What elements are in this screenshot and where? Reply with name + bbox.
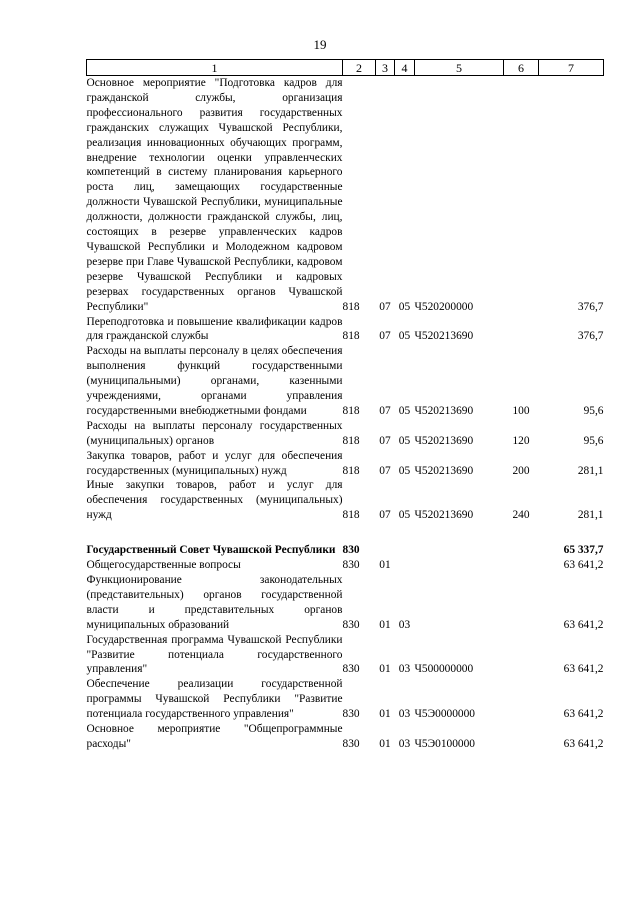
header-cell: 2 (343, 60, 376, 76)
subsection-cell: 05 (398, 464, 411, 477)
admin-code-cell: 818 (342, 404, 360, 417)
table-row (87, 722, 604, 752)
expense-type-cell (504, 722, 539, 752)
amount-cell: 63 641,2 (563, 708, 604, 721)
section-cell: 07 (379, 464, 391, 477)
admin-code-cell: 830 (342, 559, 360, 572)
expense-type-cell (504, 633, 539, 678)
row-name-cell: Основное мероприятие "Общепрограммные расходы" (86, 723, 343, 750)
table-row (87, 315, 604, 345)
subsection-cell: 05 (398, 434, 411, 447)
row-name-cell: Государственный Совет Чувашской Республики (86, 544, 336, 557)
subsection-cell: 03 (398, 618, 411, 631)
target-article-cell: Ч520213690 (414, 464, 474, 477)
section-cell: 01 (379, 559, 391, 572)
subsection-cell: 05 (398, 509, 411, 522)
row-name-cell: Государственная программа Чувашской Республики "Развитие потенциала государственного управления" (86, 633, 343, 676)
row-name-cell: Иные закупки товаров, работ и услуг для обеспечения государственных (муниципальных) нужд (86, 479, 343, 522)
subsection-cell: 05 (398, 300, 411, 313)
section-cell: 07 (379, 434, 391, 447)
target-article-cell: Ч520200000 (414, 300, 474, 313)
header-row (87, 60, 604, 76)
amount-cell: 63 641,2 (563, 618, 604, 631)
amount-cell: 63 641,2 (563, 663, 604, 676)
row-name-cell: Обеспечение реализации государственной программы Чувашской Республики "Развитие потенциала государственного управления" (86, 678, 343, 721)
section-cell: 01 (379, 737, 391, 750)
section-cell: 01 (379, 618, 391, 631)
header-cell: 3 (376, 60, 395, 76)
spacer-row (87, 523, 604, 543)
table-row (87, 677, 604, 722)
target-article-cell: Ч520213690 (414, 330, 474, 343)
amount-cell: 63 641,2 (563, 559, 604, 572)
row-name-cell: Переподготовка и повышение квалификации кадров для гражданской службы (86, 315, 343, 343)
amount-cell: 63 641,2 (563, 737, 604, 750)
amount-cell: 95,6 (583, 434, 604, 447)
header-cell: 4 (395, 60, 415, 76)
header-cell: 6 (504, 60, 539, 76)
amount-cell: 281,1 (577, 464, 604, 477)
target-article-cell: Ч5Э0100000 (414, 737, 475, 750)
row-name-cell: Расходы на выплаты персоналу государственных (муниципальных) органов (86, 419, 343, 447)
amount-cell: 65 337,7 (563, 544, 604, 557)
table-row (87, 449, 604, 479)
expense-type-cell (504, 76, 539, 315)
amount-cell: 376,7 (577, 330, 604, 343)
admin-code-cell: 830 (342, 737, 360, 750)
expense-type-cell (504, 677, 539, 722)
admin-code-cell: 818 (342, 300, 360, 313)
target-article-cell (415, 573, 504, 633)
target-article-cell: Ч520213690 (414, 404, 474, 417)
admin-code-cell: 830 (342, 544, 360, 557)
expense-type-cell: 100 (512, 404, 530, 417)
admin-code-cell: 818 (342, 509, 360, 522)
expense-type-cell: 120 (512, 434, 530, 447)
target-article-cell: Ч500000000 (414, 663, 474, 676)
table-row (87, 344, 604, 419)
amount-cell: 281,1 (577, 509, 604, 522)
section-cell: 01 (379, 708, 391, 721)
section-cell: 07 (379, 509, 391, 522)
expense-type-cell (504, 558, 539, 573)
admin-code-cell: 818 (342, 434, 360, 447)
admin-code-cell: 818 (342, 464, 360, 477)
expense-type-cell: 200 (512, 464, 530, 477)
spacer-cell (87, 523, 604, 543)
table-body (87, 76, 604, 752)
amount-cell: 95,6 (583, 404, 604, 417)
target-article-cell: Ч5Э0000000 (414, 708, 475, 721)
page-number: 19 (313, 37, 327, 52)
subsection-cell: 03 (398, 663, 411, 676)
subsection-cell: 05 (398, 404, 411, 417)
row-name-cell: Общегосударственные вопросы (86, 559, 241, 572)
expense-type-cell (504, 315, 539, 345)
amount-cell: 376,7 (577, 300, 604, 313)
subsection-cell (395, 543, 415, 558)
row-name-cell: Основное мероприятие "Подготовка кадров для гражданской службы, организация профессионального развития государственных гражданских служащих Чувашской Республики, реализация инновационных обучающих программ, внедрение технологии оценки управленческих компетенций в систему планирования карьерного роста лиц, замещающих государственные должности Чувашской Республики, муниципальные должности, должности гражданской службы, лиц, состоящих в резерве управленческих кадров Чувашской Республики и Молодежном кадровом резерве при Главе Чувашской Республики, кадровом резерве Чувашской Республики и кадровых резервах государственных органов Чувашской Республики" (86, 77, 343, 313)
admin-code-cell: 830 (342, 663, 360, 676)
target-article-cell (415, 558, 504, 573)
table-row (87, 633, 604, 678)
table-row (87, 478, 604, 523)
target-article-cell: Ч520213690 (414, 509, 474, 522)
table-row (87, 543, 604, 558)
header-cell: 5 (415, 60, 504, 76)
expense-type-cell (504, 573, 539, 633)
header-cell: 1 (87, 60, 343, 76)
header-cell: 7 (539, 60, 604, 76)
section-cell: 07 (379, 330, 391, 343)
section-cell (376, 543, 395, 558)
table-row (87, 76, 604, 315)
row-name-cell: Расходы на выплаты персоналу в целях обеспечения выполнения функций государственными (муниципальными) органами, казенными учреждениями, органами управления государственными внебюджетными фондами (86, 345, 343, 417)
subsection-cell (395, 558, 415, 573)
table-row (87, 419, 604, 449)
budget-table (86, 59, 604, 752)
section-cell: 07 (379, 300, 391, 313)
admin-code-cell: 818 (342, 330, 360, 343)
table-row (87, 558, 604, 573)
subsection-cell: 03 (398, 737, 411, 750)
table-row (87, 573, 604, 633)
admin-code-cell: 830 (342, 618, 360, 631)
target-article-cell (415, 543, 504, 558)
row-name-cell: Закупка товаров, работ и услуг для обеспечения государственных (муниципальных) нужд (86, 449, 343, 477)
section-cell: 01 (379, 663, 391, 676)
target-article-cell: Ч520213690 (414, 434, 474, 447)
section-cell: 07 (379, 404, 391, 417)
subsection-cell: 03 (398, 708, 411, 721)
row-name-cell: Функционирование законодательных (представительных) органов государственной власти и представительных органов муниципальных образований (86, 574, 343, 631)
expense-type-cell (504, 543, 539, 558)
subsection-cell: 05 (398, 330, 411, 343)
admin-code-cell: 830 (342, 708, 360, 721)
expense-type-cell: 240 (512, 509, 530, 522)
